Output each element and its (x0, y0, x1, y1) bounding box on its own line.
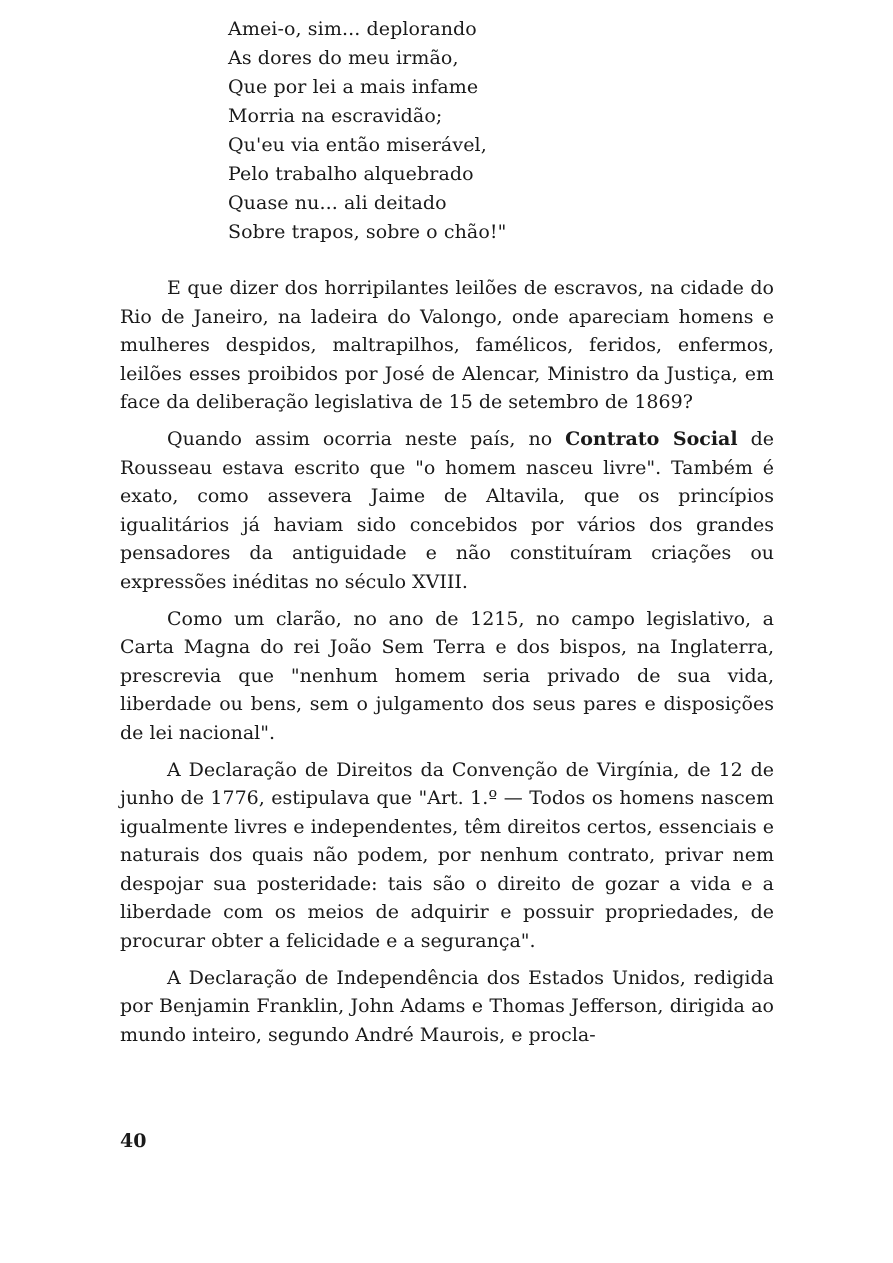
poem-line: As dores do meu irmão, (228, 47, 459, 69)
body-text (120, 274, 774, 1057)
poem-line: Pelo trabalho alquebrado (228, 163, 474, 185)
paragraph-slave-auctions: E que dizer dos horripilantes leilões de escravos, na cidade do Rio de Janeiro, na ladeira do Valongo, onde apareciam homens e mulheres despidos, maltrapilhos, famélicos, feridos, enfermos, leilões esses proibidos por José de Alencar, Ministro da Justiça, em face da deliberação legislativa de 15 de setembro de 1869? (120, 277, 774, 414)
poem-line: Quase nu... ali deitado (228, 192, 447, 214)
paragraph-magna-carta: Como um clarão, no ano de 1215, no campo legislativo, a Carta Magna do rei João Sem Terra e dos bispos, na Inglaterra, prescrevia que "nenhum homem seria privado de sua vida, liberdade ou bens, sem o julgamento dos seus pares e disposições de lei nacional". (120, 607, 774, 744)
poem-stanza (228, 15, 788, 247)
paragraph-text: de Rousseau estava escrito que "o homem nasceu livre". Também é exato, como assevera Jaime de Altavila, que os princípios igualitários já haviam sido concebidos por vários dos grandes pensadores da antiguidade e não constituíram criações ou expressões inéditas no século XVIII. (120, 427, 775, 593)
paragraph-social-contract (120, 425, 774, 597)
book-title-emphasis: Contrato Social (565, 427, 738, 450)
page-number: 40 (120, 1130, 147, 1152)
poem-line: Sobre trapos, sobre o chão!" (228, 221, 507, 243)
poem-line: Que por lei a mais infame (228, 76, 479, 98)
paragraph-virginia-declaration: A Declaração de Direitos da Convenção de Virgínia, de 12 de junho de 1776, estipulava que "Art. 1.º — Todos os homens nascem igualmente livres e independentes, têm direitos certos, essenciais e naturais dos quais não podem, por nenhum contrato, privar nem despojar sua posteridade: tais são o direito de gozar a vida e a liberdade com os meios de adquirir e possuir propriedades, de procurar obter a felicidade e a segurança". (120, 758, 774, 953)
poem-line: Amei-o, sim... deplorando (228, 18, 477, 40)
poem-line: Morria na escravidão; (228, 105, 443, 127)
paragraph-text: Quando assim ocorria neste país, no (167, 427, 566, 450)
poem-line: Qu'eu via então miserável, (228, 134, 487, 156)
paragraph-us-independence: A Declaração de Independência dos Estados Unidos, redigida por Benjamin Franklin, John Adams e Thomas Jefferson, dirigida ao mundo inteiro, segundo André Maurois, e procla- (120, 966, 774, 1046)
